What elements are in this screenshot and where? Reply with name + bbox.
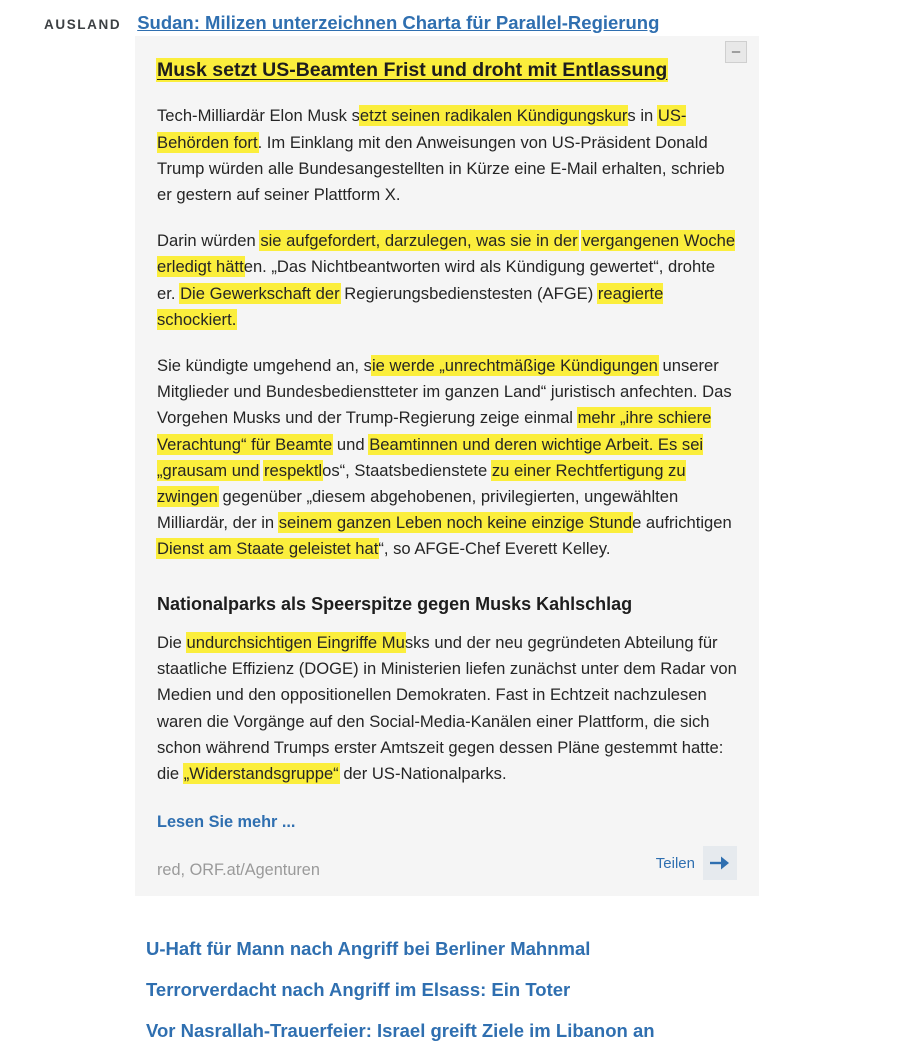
- article-subheadline: Nationalparks als Speerspitze gegen Musks Kahlschlag: [157, 593, 633, 614]
- section-kicker: AUSLAND: [44, 17, 122, 32]
- collapse-button[interactable]: –: [725, 41, 747, 63]
- share-control[interactable]: [656, 846, 737, 880]
- article-headline: [157, 58, 737, 83]
- article-paragraph-2: Darin würden sie aufgefordert, darzulegen, was sie in der vergangenen Woche erledigt hätten. „Das Nichtbeantworten wird als Kündigung gewertet“, drohte er. Die Gewerkschaft der Regierungsbedienstesten (AFGE) reagierte schockiert.: [157, 231, 736, 329]
- list-item[interactable]: Terrorverdacht nach Angriff im Elsass: Ein Toter: [146, 979, 571, 1000]
- article-paragraph-4: Die undurchsichtigen Eingriffe Musks und der neu gegründeten Abteilung für staatliche Effizienz (DOGE) in Ministerien liefen zunächst unter dem Radar von Medien und den oppositionellen Demokraten. Fast in Echtzeit nachzulesen waren die Vorgänge auf den Social-Media-Kanälen einer Plattform, die sich schon während Trumps erster Amtszeit gegen dessen Pläne gestemmt hatte: die „Widerstandsgruppe“ der US-Nationalparks.: [157, 632, 737, 783]
- list-item[interactable]: Vor Nasrallah-Trauerfeier: Israel greift Ziele im Libanon an: [146, 1020, 655, 1041]
- article-paragraph-3: Sie kündigte umgehend an, sie werde „unrechtmäßige Kündigungen unserer Mitglieder und Bundesbedienstteter im ganzen Land“ juristisch anfechten. Das Vorgehen Musks und der Trump-Regierung zeige einmal mehr „ihre schiere Verachtung“ für Beamte und Beamtinnen und deren wichtige Arbeit. Es sei „grausam und respektlos“, Staatsbedienstete zu einer Rechtfertigung zu zwingen gegenüber „diesem abgehobenen, privilegierten, ungewählten Milliardär, der in seinem ganzen Leben noch keine einzige Stunde aufrichtigen Dienst am Staate geleistet hat“, so AFGE-Chef Everett Kelley.: [157, 355, 732, 559]
- related-articles-list: [146, 938, 866, 1044]
- article-headline-text: Musk setzt US-Beamten Frist und droht mit Entlassung: [157, 59, 668, 81]
- top-story-link[interactable]: Sudan: Milizen unterzeichnen Charta für Parallel-Regierung: [137, 12, 660, 33]
- share-label: Teilen: [655, 854, 695, 872]
- article-card: [135, 36, 759, 896]
- list-item[interactable]: U-Haft für Mann nach Angriff bei Berliner Mahnmal: [146, 938, 591, 959]
- share-arrow-icon[interactable]: [703, 846, 737, 880]
- article-paragraph-1: Tech-Milliardär Elon Musk setzt seinen radikalen Kündigungskurs in US-Behörden fort. Im Einklang mit den Anweisungen von US-Präsident Donald Trump würden alle Bundesangestellten in Kürze eine E-Mail erhalten, schrieb er gestern auf seiner Plattform X.: [157, 106, 725, 204]
- article-source: red, ORF.at/Agenturen: [157, 861, 320, 880]
- article-footer: [157, 846, 737, 880]
- read-more-link[interactable]: Lesen Sie mehr ...: [157, 813, 296, 832]
